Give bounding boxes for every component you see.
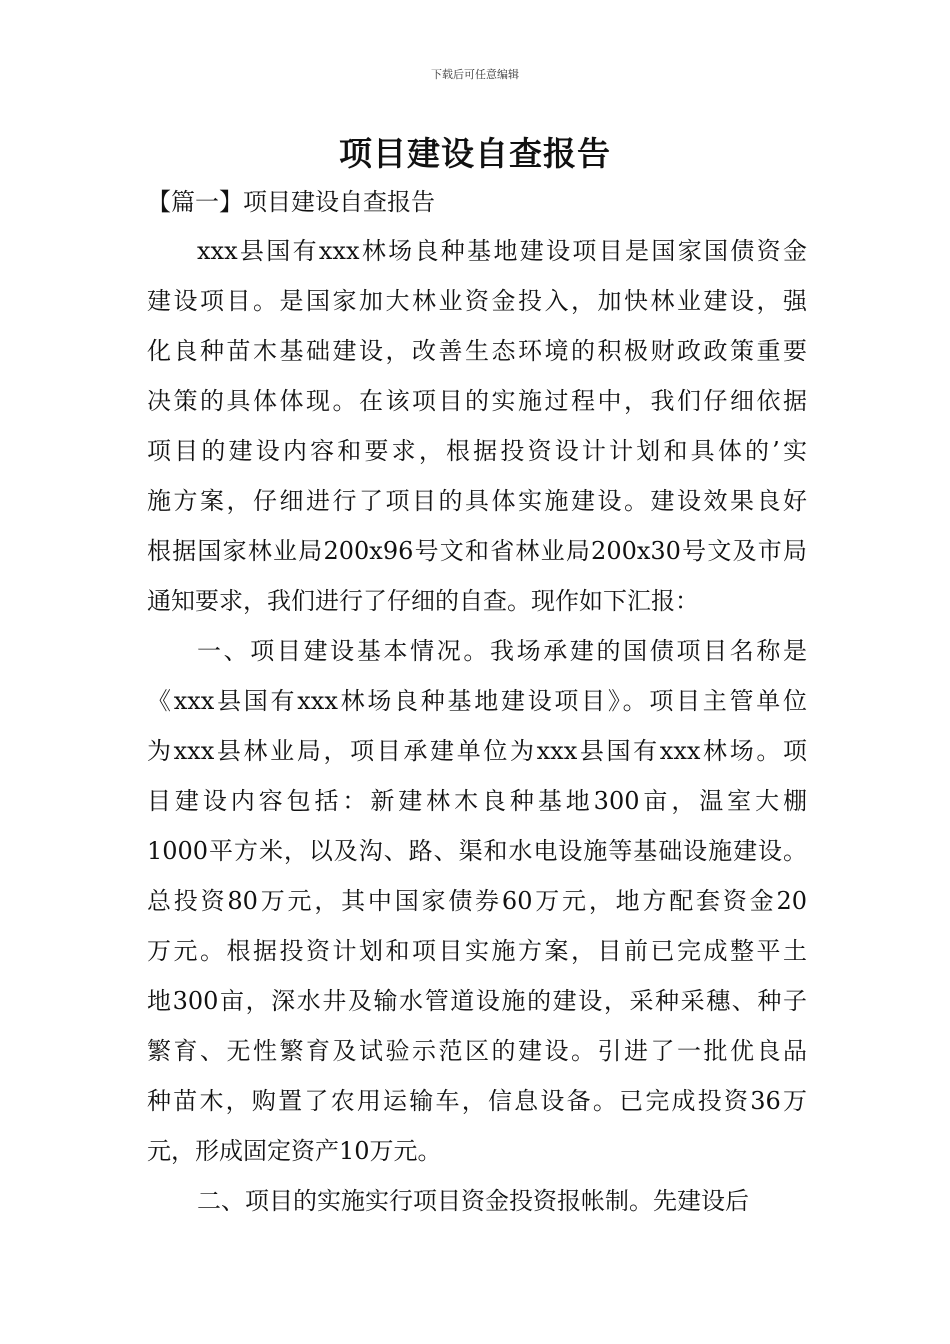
paragraph-line: xxx县国有xxx林场良种基地建设项目是国家国债资金 [197,237,807,265]
paragraph-line: 为xxx县林业局，项目承建单位为xxx县国有xxx林场。项 [147,737,807,765]
paragraph-line: 元，形成固定资产10万元。 [147,1137,442,1165]
paragraph-line: 万元。根据投资计划和项目实施方案，目前已完成整平土 [147,937,807,965]
paragraph-line: 1000平方米，以及沟、路、渠和水电设施等基础设施建设。 [147,837,807,865]
paragraph-line: 繁育、无性繁育及试验示范区的建设。引进了一批优良品 [147,1037,807,1065]
paragraph-line: 建设项目。是国家加大林业资金投入，加快林业建设，强 [147,287,807,315]
paragraph-line: 根据国家林业局200x96号文和省林业局200x30号文及市局 [147,537,807,565]
paragraph-line: 决策的具体体现。在该项目的实施过程中，我们仔细依据 [147,387,807,415]
paragraph-line: 通知要求，我们进行了仔细的自查。现作如下汇报： [147,587,699,615]
header-note: 下载后可任意编辑 [431,68,519,81]
paragraph-line: 《xxx县国有xxx林场良种基地建设项目》。项目主管单位 [147,687,807,715]
paragraph-line: 二、项目的实施实行项目资金投资报帐制。先建设后 [197,1187,749,1215]
paragraph-line: 项目的建设内容和要求，根据投资设计计划和具体的’实 [147,437,807,465]
document-body [147,226,807,1226]
paragraph-line: 种苗木，购置了农用运输车，信息设备。已完成投资36万 [147,1087,807,1115]
paragraph-line: 地300亩，深水井及输水管道设施的建设，采种采穗、种子 [147,987,807,1015]
document-title: 项目建设自查报告 [339,134,611,173]
section-heading: 【篇一】项目建设自查报告 [147,188,435,216]
paragraph-line: 一、项目建设基本情况。我场承建的国债项目名称是 [197,637,807,665]
paragraph-line: 化良种苗木基础建设，改善生态环境的积极财政政策重要 [147,337,807,365]
paragraph-line: 施方案，仔细进行了项目的具体实施建设。建设效果良好 [147,487,807,515]
paragraph-line: 目建设内容包括：新建林木良种基地300亩，温室大棚 [147,787,807,815]
paragraph-line: 总投资80万元，其中国家债券60万元，地方配套资金20 [147,887,807,915]
